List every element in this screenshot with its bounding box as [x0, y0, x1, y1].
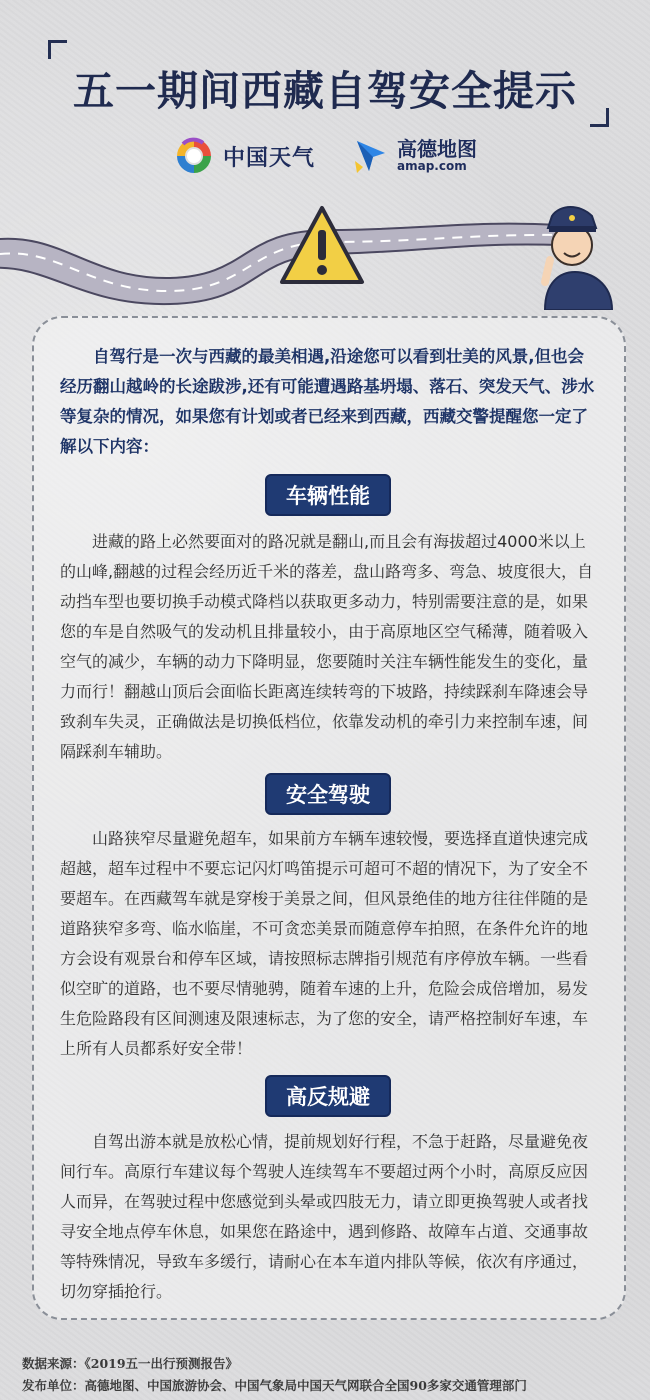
footer-data-source: 数据来源：《2019五一出行预测报告》	[22, 1356, 239, 1371]
footer-publisher: 发布单位：高德地图、中国旅游协会、中国气象局中国天气网联合全国90多家交通管理部门	[22, 1378, 527, 1393]
title-bracket-top-left	[48, 40, 67, 59]
section-body-safe-driving: 山路狭窄尽量避免超车，如果前方车辆车速较慢，要选择直道快速完成超越，超车过程中不要忘记闪灯鸣笛提示可超可不超的情况下，为了安全不要超车。在西藏驾车就是穿梭于美景之间，但风景绝佳的地方往往伴随的是道路狭窄多弯、临水临崖，不可贪恋美景而随意停车拍照，在条件允许的地方会设有观景台和停车区域，请按照标志牌指引规范有序停放车辆。一些看似空旷的道路，也不要尽情驰骋，随着车速的上升，危险会成倍增加，易发生危险路段有区间测速及限速标志，为了您的安全，请严格控制好车速，车上所有人员都系好安全带！	[60, 829, 589, 1058]
amap-url: amap.com	[397, 159, 467, 174]
section-heading-safe-driving: 安全驾驶	[265, 773, 391, 815]
china-weather-swirl-icon	[173, 135, 215, 177]
section-heading-altitude-sickness: 高反规避	[265, 1075, 391, 1117]
china-weather-logo	[173, 135, 315, 177]
page-title: 五一期间西藏自驾安全提示	[73, 67, 577, 115]
section-body-altitude-sickness: 自驾出游本就是放松心情，提前规划好行程，不急于赶路，尽量避免夜间行车。高原行车建议每个驾驶人连续驾车不要超过两个小时，高原反应因人而异，在驾驶过程中您感觉到头晕或四肢无力，请立即更换驾驶人或者找寻安全地点停车休息，如果您在路途中，遇到修路、故障车占道、交通事故等特殊情况，导致车多缓行，请耐心在本车道内排队等候，依次有序通过，切勿穿插抢行。	[60, 1132, 589, 1301]
intro-paragraph: 自驾行是一次与西藏的最美相遇,沿途您可以看到壮美的风景,但也会经历翻山越岭的长途跋涉,还有可能遭遇路基坍塌、落石、突发天气、涉水等复杂的情况，如果您有计划或者已经来到西藏，西藏交警提醒您一定了解以下内容：	[60, 347, 595, 456]
amap-name: 高德地图	[397, 137, 477, 162]
logo-bar	[0, 132, 650, 180]
china-weather-name: 中国天气	[222, 145, 315, 171]
amap-logo	[353, 137, 477, 175]
section-body-vehicle-performance: 进藏的路上必然要面对的路况就是翻山,而且会有海拔超过4000米以上的山峰,翻越的过程会经历近千米的落差，盘山路弯多、弯急、坡度很大，自动挡车型也要切换手动模式降档以获取更多动力，特别需要注意的是，如果您的车是自然吸气的发动机且排量较小，由于高原地区空气稀薄，随着吸入空气的减少，车辆的动力下降明显，您要随时关注车辆性能发生的变化，量力而行！翻越山顶后会面临长距离连续转弯的下坡路，持续踩刹车降速会导致刹车失灵，正确做法是切换低档位，依靠发动机的牵引力来控制车速，间隔踩刹车辅助。	[60, 532, 594, 761]
section-heading-vehicle-performance: 车辆性能	[265, 474, 391, 516]
traffic-police-icon	[545, 207, 612, 310]
amap-arrow-icon	[353, 137, 389, 175]
road-scene-illustration	[0, 190, 650, 310]
